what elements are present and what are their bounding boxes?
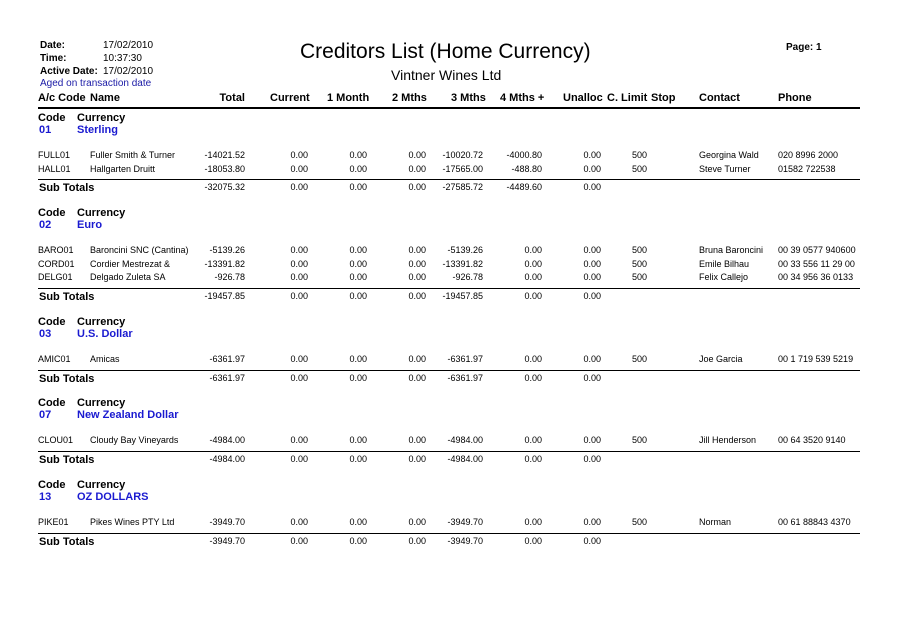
row-m2: 0.00 (408, 354, 426, 364)
row-limit: 500 (631, 163, 647, 174)
row-current: 0.00 (290, 150, 308, 160)
row-m3: -6361.97 (447, 354, 483, 364)
row-m4: 0.00 (524, 354, 542, 364)
subtotal-m4: -4489.60 (506, 182, 542, 192)
subtotal-total: -32075.32 (204, 182, 245, 192)
row-m1: 0.00 (349, 150, 367, 160)
section-currency-label: Currency (77, 207, 126, 219)
row-current: 0.00 (290, 435, 308, 445)
row-contact: Felix Callejo (699, 272, 749, 282)
row-contact: Bruna Baroncini (699, 245, 764, 255)
col-unalloc: Unalloc (563, 92, 603, 104)
row-ac-code: FULL01 (38, 150, 71, 160)
row-total: -3949.70 (209, 517, 245, 527)
subtotal-current: 0.00 (290, 372, 308, 383)
row-limit: 500 (631, 435, 647, 445)
subtotal-rule (38, 179, 860, 180)
row-ac-code: CORD01 (38, 258, 75, 269)
row-m1: 0.00 (349, 272, 367, 282)
row-current: 0.00 (290, 354, 308, 364)
row-total: -14021.52 (204, 150, 245, 160)
row-ac-code: DELG01 (38, 272, 73, 282)
row-contact: Georgina Wald (699, 150, 759, 160)
subtotal-current: 0.00 (290, 182, 308, 192)
section-code: 01 (39, 124, 52, 136)
section-currency: Sterling (77, 124, 118, 136)
subtotal-m3: -27585.72 (442, 182, 483, 192)
col-phone: Phone (778, 92, 812, 104)
company-name: Vintner Wines Ltd (391, 67, 502, 83)
time-value: 10:37:30 (103, 53, 142, 64)
page-number: Page: 1 (786, 42, 822, 53)
subtotal-current: 0.00 (290, 453, 308, 464)
row-current: 0.00 (290, 272, 308, 282)
row-limit: 500 (631, 354, 647, 364)
row-name: Delgado Zuleta SA (90, 272, 166, 282)
section-currency-label: Currency (77, 316, 126, 328)
subtotal-total: -6361.97 (209, 372, 245, 383)
section-code-label: Code (38, 112, 66, 124)
subtotal-m2: 0.00 (408, 372, 426, 383)
row-ac-code: CLOU01 (38, 435, 74, 445)
date-label: Date: (40, 40, 66, 51)
subtotal-m1: 0.00 (349, 290, 367, 301)
row-phone: 00 39 0577 940600 (778, 245, 856, 255)
row-m2: 0.00 (408, 163, 426, 174)
subtotal-unalloc: 0.00 (583, 535, 601, 546)
row-m1: 0.00 (349, 517, 367, 527)
subtotal-unalloc: 0.00 (583, 453, 601, 464)
row-m3: -3949.70 (447, 517, 483, 527)
row-name: Cordier Mestrezat & (90, 258, 171, 269)
row-total: -13391.82 (204, 258, 245, 269)
subtotal-m3: -3949.70 (447, 535, 483, 546)
row-limit: 500 (631, 272, 647, 282)
subtotal-label: Sub Totals (39, 182, 95, 194)
subtotal-m1: 0.00 (349, 372, 367, 383)
row-m3: -4984.00 (447, 435, 483, 445)
subtotal-total: -3949.70 (209, 535, 245, 546)
row-phone: 00 33 556 11 29 00 (778, 258, 855, 269)
row-limit: 500 (631, 258, 647, 269)
row-name: Pikes Wines PTY Ltd (90, 517, 175, 527)
row-m2: 0.00 (408, 435, 426, 445)
row-contact: Jill Henderson (699, 435, 757, 445)
section-code-label: Code (38, 316, 66, 328)
row-contact: Joe Garcia (699, 354, 743, 364)
section-code-label: Code (38, 397, 66, 409)
subtotal-m4: 0.00 (524, 453, 542, 464)
row-m2: 0.00 (408, 150, 426, 160)
row-current: 0.00 (290, 517, 308, 527)
row-unalloc: 0.00 (583, 435, 601, 445)
subtotal-rule (38, 533, 860, 534)
header-rule (38, 107, 860, 109)
col-credit-limit: C. Limit (607, 92, 648, 104)
section-currency: OZ DOLLARS (77, 491, 149, 503)
row-m4: 0.00 (524, 245, 542, 255)
date-value: 17/02/2010 (103, 40, 154, 51)
subtotal-m2: 0.00 (408, 182, 426, 192)
col-name: Name (90, 92, 120, 104)
row-phone: 020 8996 2000 (778, 150, 839, 160)
subtotal-rule (38, 288, 860, 289)
subtotal-m2: 0.00 (408, 453, 426, 464)
section-currency-label: Currency (77, 397, 126, 409)
row-unalloc: 0.00 (583, 163, 601, 174)
section-code: 07 (39, 409, 52, 421)
subtotal-unalloc: 0.00 (583, 290, 601, 301)
row-m1: 0.00 (349, 435, 367, 445)
row-limit: 500 (631, 517, 647, 527)
row-m2: 0.00 (408, 517, 426, 527)
aged-note: Aged on transaction date (40, 78, 152, 89)
row-m4: 0.00 (524, 258, 542, 269)
row-phone: 00 64 3520 9140 (778, 435, 846, 445)
col-3-mths: 3 Mths (451, 92, 486, 104)
row-total: -4984.00 (209, 435, 245, 445)
row-m3: -10020.72 (442, 150, 483, 160)
row-m3: -13391.82 (442, 258, 483, 269)
row-m4: 0.00 (524, 517, 542, 527)
subtotal-m4: 0.00 (524, 535, 542, 546)
row-current: 0.00 (290, 163, 308, 174)
section-currency-label: Currency (77, 112, 126, 124)
subtotal-total: -4984.00 (209, 453, 245, 464)
subtotal-m1: 0.00 (349, 453, 367, 464)
subtotal-m3: -4984.00 (447, 453, 483, 464)
row-m1: 0.00 (349, 258, 367, 269)
col-1-month: 1 Month (327, 92, 370, 104)
section-currency: Euro (77, 219, 103, 231)
row-total: -5139.26 (209, 245, 245, 255)
row-name: Baroncini SNC (Cantina) (90, 245, 189, 255)
active-date-value: 17/02/2010 (103, 66, 154, 77)
section-code: 03 (39, 328, 52, 340)
row-name: Cloudy Bay Vineyards (90, 435, 179, 445)
subtotal-m3: -19457.85 (442, 290, 483, 301)
row-m3: -5139.26 (447, 245, 483, 255)
subtotal-current: 0.00 (290, 535, 308, 546)
row-m3: -926.78 (452, 272, 483, 282)
subtotal-current: 0.00 (290, 290, 308, 301)
row-phone: 00 34 956 36 0133 (778, 272, 854, 282)
section-currency: U.S. Dollar (77, 328, 133, 340)
subtotal-label: Sub Totals (39, 535, 95, 548)
row-name: Amicas (90, 354, 120, 364)
row-contact: Norman (699, 517, 732, 527)
subtotal-rule (38, 451, 860, 452)
time-label: Time: (40, 53, 67, 64)
section-currency: New Zealand Dollar (77, 409, 179, 421)
section-code: 02 (39, 219, 52, 231)
row-ac-code: HALL01 (38, 163, 71, 174)
row-m2: 0.00 (408, 258, 426, 269)
row-contact: Emile Bilhau (699, 258, 750, 269)
subtotal-m4: 0.00 (524, 372, 542, 383)
subtotal-label: Sub Totals (39, 372, 95, 385)
section-code-label: Code (38, 479, 66, 491)
row-phone: 00 1 719 539 5219 (778, 354, 854, 364)
row-unalloc: 0.00 (583, 272, 601, 282)
row-m1: 0.00 (349, 163, 367, 174)
subtotal-m4: 0.00 (524, 290, 542, 301)
row-m1: 0.00 (349, 354, 367, 364)
row-m2: 0.00 (408, 245, 426, 255)
row-unalloc: 0.00 (583, 150, 601, 160)
row-current: 0.00 (290, 245, 308, 255)
row-ac-code: AMIC01 (38, 354, 71, 364)
row-m4: 0.00 (524, 272, 542, 282)
row-name: Hallgarten Druitt (90, 163, 156, 174)
row-total: -6361.97 (209, 354, 245, 364)
row-m4: -488.80 (511, 163, 542, 174)
col-contact: Contact (699, 92, 740, 104)
col-4-mths: 4 Mths + (500, 92, 545, 104)
row-ac-code: PIKE01 (38, 517, 69, 527)
row-unalloc: 0.00 (583, 258, 601, 269)
row-m4: 0.00 (524, 435, 542, 445)
subtotal-m3: -6361.97 (447, 372, 483, 383)
subtotal-unalloc: 0.00 (583, 372, 601, 383)
row-m2: 0.00 (408, 272, 426, 282)
active-date-label: Active Date: (40, 66, 98, 77)
subtotal-m1: 0.00 (349, 182, 367, 192)
subtotal-unalloc: 0.00 (583, 182, 601, 192)
row-m4: -4000.80 (506, 150, 542, 160)
subtotal-rule (38, 370, 860, 371)
row-m3: -17565.00 (442, 163, 483, 174)
subtotal-total: -19457.85 (204, 290, 245, 301)
col-current: Current (270, 92, 310, 104)
section-code: 13 (39, 491, 52, 503)
section-code-label: Code (38, 207, 66, 219)
subtotal-label: Sub Totals (39, 453, 95, 466)
subtotal-m2: 0.00 (408, 535, 426, 546)
row-phone: 01582 722538 (778, 163, 836, 174)
section-currency-label: Currency (77, 479, 126, 491)
row-name: Fuller Smith & Turner (90, 150, 176, 160)
row-limit: 500 (631, 245, 647, 255)
row-unalloc: 0.00 (583, 517, 601, 527)
col-ac-code: A/c Code (38, 92, 86, 104)
row-total: -18053.80 (204, 163, 245, 174)
row-m1: 0.00 (349, 245, 367, 255)
row-limit: 500 (631, 150, 647, 160)
row-current: 0.00 (290, 258, 308, 269)
row-phone: 00 61 88843 4370 (778, 517, 851, 527)
row-unalloc: 0.00 (583, 354, 601, 364)
row-total: -926.78 (214, 272, 245, 282)
subtotal-label: Sub Totals (39, 290, 95, 303)
subtotal-m1: 0.00 (349, 535, 367, 546)
col-stop: Stop (651, 92, 676, 104)
row-ac-code: BARO01 (38, 245, 74, 255)
report-title: Creditors List (Home Currency) (300, 40, 591, 63)
row-unalloc: 0.00 (583, 245, 601, 255)
subtotal-m2: 0.00 (408, 290, 426, 301)
col-2-mths: 2 Mths (392, 92, 427, 104)
col-total: Total (219, 92, 245, 104)
row-contact: Steve Turner (699, 163, 751, 174)
